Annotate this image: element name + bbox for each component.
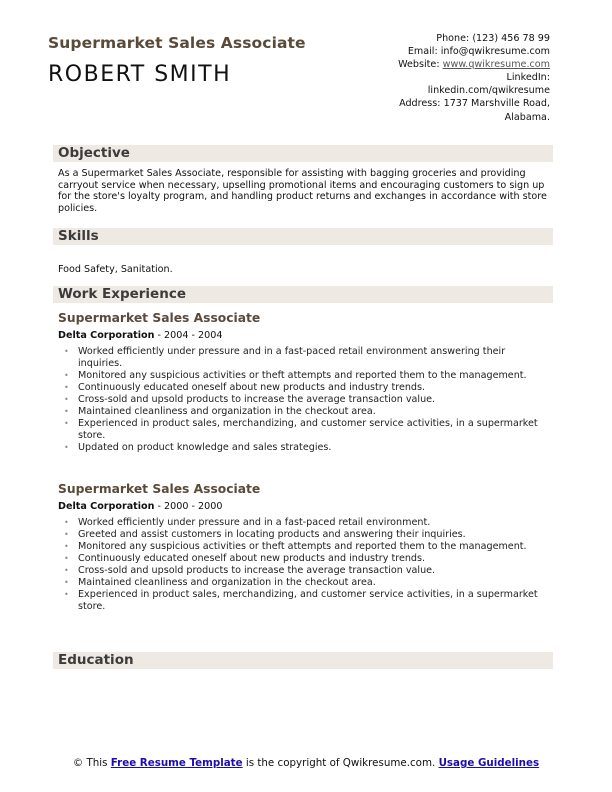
contact-address: [350, 97, 550, 110]
list-item: • Monitored any suspicious activities or theft attempts and reported them to the management.: [58, 541, 548, 553]
skills-text: Food Safety, Sanitation.: [58, 264, 173, 275]
job-dates: - 2000 - 2000: [154, 501, 223, 512]
section-work-experience-header: [53, 286, 553, 303]
email-value: info@qwikresume.com: [440, 46, 550, 58]
section-education-header: [53, 652, 553, 669]
section-title: Objective: [58, 145, 130, 161]
website-link[interactable]: www.qwikresume.com: [442, 59, 550, 71]
list-item: • Monitored any suspicious activities or theft attempts and reported them to the management.: [58, 370, 548, 382]
phone-label: Phone:: [436, 33, 470, 44]
job-role: Supermarket Sales Associate: [58, 311, 261, 325]
email-label: Email:: [407, 46, 438, 58]
linkedin-label: LinkedIn:: [506, 72, 550, 84]
job-bullets: [58, 517, 548, 613]
phone-value: (123) 456 78 99: [472, 33, 550, 44]
list-item: • Worked efficiently under pressure and in a fast-paced retail environment.: [58, 517, 548, 529]
list-item: • Maintained cleanliness and organization in the checkout area.: [58, 577, 548, 589]
list-item: • Updated on product knowledge and sales strategies.: [58, 442, 548, 454]
job-dates: - 2004 - 2004: [154, 330, 223, 341]
person-name: ROBERT SMITH: [48, 62, 232, 87]
list-item: • Cross-sold and upsold products to increase the average transaction value.: [58, 565, 548, 577]
list-item: • Cross-sold and upsold products to increase the average transaction value.: [58, 394, 548, 406]
job-company: Delta Corporation: [58, 330, 155, 341]
usage-guidelines-link[interactable]: Usage Guidelines: [438, 757, 540, 769]
footer-middle: is the copyright of Qwikresume.com.: [242, 757, 439, 769]
job-company-line: [58, 501, 222, 513]
contact-website: [350, 58, 550, 71]
section-objective-header: [53, 145, 553, 162]
job-company: Delta Corporation: [58, 501, 155, 512]
contact-email: [350, 45, 550, 58]
address-line1: 1737 Marshville Road,: [443, 98, 550, 110]
list-item: • Maintained cleanliness and organization in the checkout area.: [58, 406, 548, 418]
list-item: • Greeted and assist customers in locating products and answering their inquiries.: [58, 529, 548, 541]
objective-text: As a Supermarket Sales Associate, responsible for assisting with bagging groceries and providing carryout service when necessary, upselling promotional items and encouraging customers to sign up for the store's loyalty program, and handling product returns and exchanges in accordance with store policies.: [58, 168, 547, 214]
linkedin-value: linkedin.com/qwikresume: [427, 85, 550, 97]
header: [48, 33, 306, 88]
section-title: Education: [58, 652, 134, 668]
job-bullets: [58, 346, 548, 454]
section-title: Work Experience: [58, 286, 186, 302]
list-item: • Experienced in product sales, merchandizing, and customer service activities, in a supermarket store.: [58, 589, 548, 613]
job-title: Supermarket Sales Associate: [48, 34, 306, 52]
list-item: • Continuously educated oneself about new products and industry trends.: [58, 553, 548, 565]
free-resume-template-link[interactable]: Free Resume Template: [110, 757, 243, 769]
footer-prefix: © This: [72, 757, 111, 769]
contact-block: [350, 32, 550, 124]
website-label: Website:: [398, 59, 440, 71]
job-company-line: [58, 330, 222, 342]
section-skills-header: [53, 228, 553, 245]
section-title: Skills: [58, 228, 99, 244]
address-label: Address:: [399, 98, 441, 110]
list-item: • Worked efficiently under pressure and in a fast-paced retail environment answering their inquiries.: [58, 346, 548, 370]
list-item: • Experienced in product sales, merchandizing, and customer service activities, in a supermarket store.: [58, 418, 548, 442]
job-role: Supermarket Sales Associate: [58, 482, 261, 496]
address-line2: Alabama.: [504, 111, 550, 123]
list-item: • Continuously educated oneself about new products and industry trends.: [58, 382, 548, 394]
footer-copyright: [60, 757, 552, 770]
contact-phone: [350, 32, 550, 45]
